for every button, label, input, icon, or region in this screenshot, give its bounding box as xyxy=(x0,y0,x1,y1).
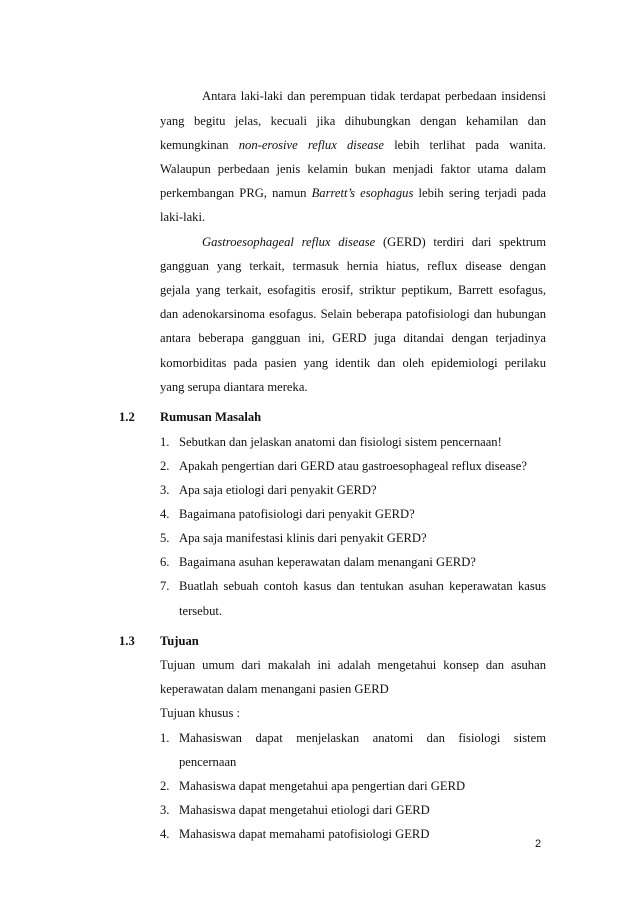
paragraph-1-line-4: Walaupun perbedaan jenis kelamin bukan menjadi faktor utama dalam xyxy=(160,162,546,176)
section-1-2-title: Rumusan Masalah xyxy=(160,410,262,424)
list-item-text: Buatlah sebuah contoh kasus dan tentukan asuhan keperawatan kasus xyxy=(179,579,546,593)
list-item-text: Bagaimana patofisiologi dari penyakit GERD? xyxy=(179,507,415,521)
list-item-text: Mahasiswa dapat mengetahui etiologi dari GERD xyxy=(179,803,430,817)
paragraph-1-line-5: perkembangan PRG, namun Barrett’s esophagus lebih sering terjadi pada xyxy=(160,186,546,200)
list-item-text: Apa saja manifestasi klinis dari penyakit GERD? xyxy=(179,531,427,545)
list-item-number: 5. xyxy=(160,531,170,545)
list-item-text-continued: tersebut. xyxy=(179,604,223,618)
list-item-text: Sebutkan dan jelaskan anatomi dan fisiologi sistem pencernaan! xyxy=(179,435,502,449)
list-item-text: Apa saja etiologi dari penyakit GERD? xyxy=(179,483,377,497)
list-item-number: 1. xyxy=(160,731,170,745)
list-item-number: 7. xyxy=(160,579,170,593)
list-item-text: Mahasiswan dapat menjelaskan anatomi dan fisiologi sistem xyxy=(179,731,546,745)
list-item-number: 6. xyxy=(160,555,170,569)
tujuan-umum-line-2: keperawatan dalam menangani pasien GERD xyxy=(160,682,389,696)
tujuan-umum-line-1: Tujuan umum dari makalah ini adalah mengetahui konsep dan asuhan xyxy=(160,658,546,672)
paragraph-1-line-1: Antara laki-laki dan perempuan tidak terdapat perbedaan insidensi xyxy=(202,89,546,103)
paragraph-2-line-4: dan adenokarsinoma esofagus. Selain beberapa patofisiologi dan hubungan xyxy=(160,307,546,321)
paragraph-2-line-1: Gastroesophageal reflux disease (GERD) terdiri dari spektrum xyxy=(202,235,546,249)
paragraph-2-line-6: komorbiditas pada pasien yang identik dan oleh epidemiologi perilaku xyxy=(160,356,546,370)
paragraph-2-line-7: yang serupa diantara mereka. xyxy=(160,380,308,394)
list-item-number: 3. xyxy=(160,483,170,497)
paragraph-2-line-5: antara beberapa gangguan ini, GERD juga ditandai dengan terjadinya xyxy=(160,331,546,345)
paragraph-2-line-3: gejala yang terkait, esofagitis erosif, striktur peptikum, Barrett esofagus, xyxy=(160,283,546,297)
list-item-text-continued: pencernaan xyxy=(179,755,237,769)
list-item-number: 2. xyxy=(160,779,170,793)
paragraph-1-line-3: kemungkinan non-erosive reflux disease lebih terlihat pada wanita. xyxy=(160,138,546,152)
list-item-number: 4. xyxy=(160,827,170,841)
list-item-number: 2. xyxy=(160,459,170,473)
paragraph-1-line-2: yang begitu jelas, kecuali jika dihubungkan dengan kehamilan dan xyxy=(160,114,546,128)
section-1-2-number: 1.2 xyxy=(119,410,135,424)
list-item-text: Apakah pengertian dari GERD atau gastroesophageal reflux disease? xyxy=(179,459,527,473)
list-item-number: 3. xyxy=(160,803,170,817)
list-item-number: 4. xyxy=(160,507,170,521)
section-1-3-number: 1.3 xyxy=(119,634,135,648)
list-item-text: Mahasiswa dapat mengetahui apa pengertian dari GERD xyxy=(179,779,466,793)
paragraph-2-line-2: gangguan yang terkait, termasuk hernia hiatus, reflux disease dengan xyxy=(160,259,546,273)
section-1-3-title: Tujuan xyxy=(160,634,199,648)
list-item-text: Mahasiswa dapat memahami patofisiologi GERD xyxy=(179,827,430,841)
page-number: 2 xyxy=(535,838,542,850)
list-item-text: Bagaimana asuhan keperawatan dalam menangani GERD? xyxy=(179,555,476,569)
tujuan-khusus-label: Tujuan khusus : xyxy=(160,706,241,720)
paragraph-1-line-6: laki-laki. xyxy=(160,210,206,224)
list-item-number: 1. xyxy=(160,435,170,449)
